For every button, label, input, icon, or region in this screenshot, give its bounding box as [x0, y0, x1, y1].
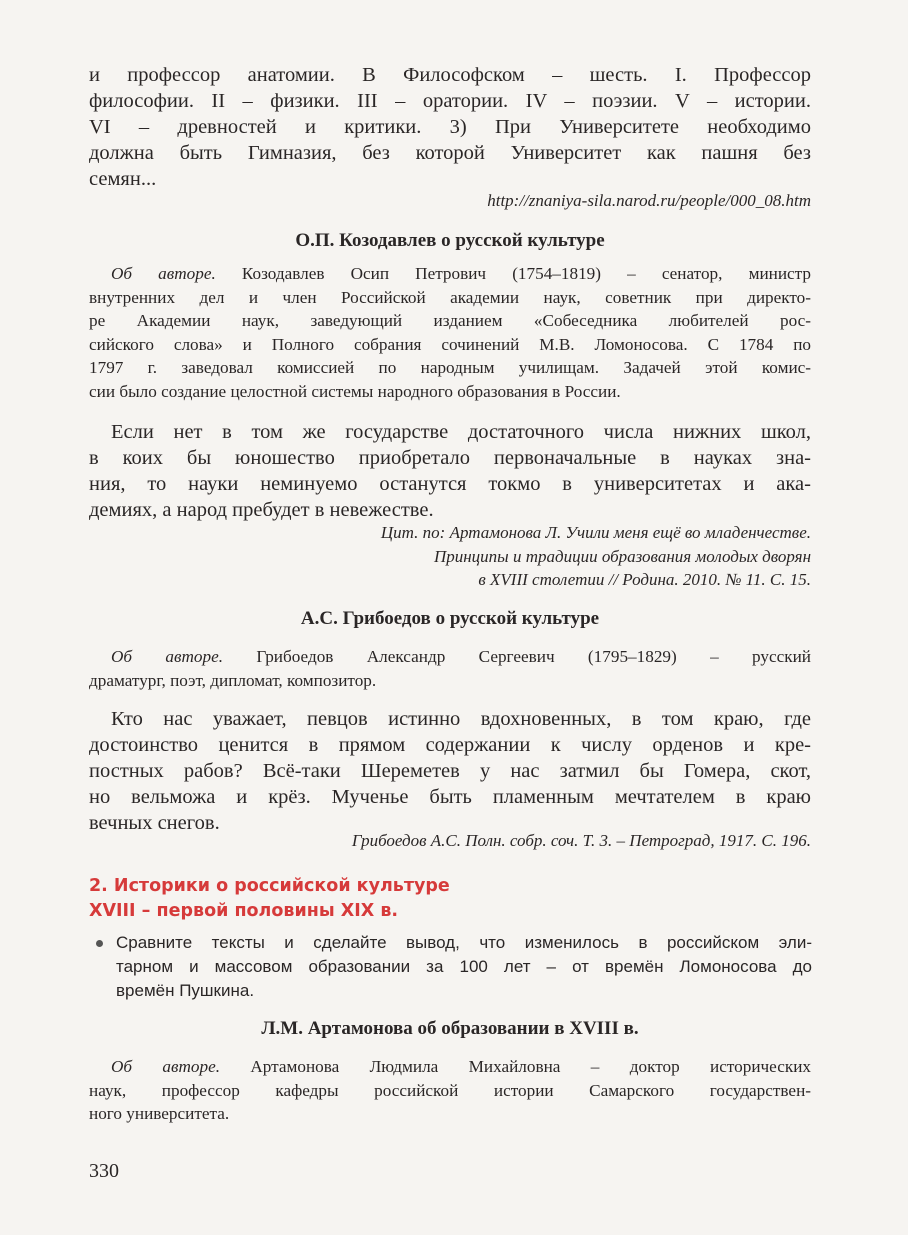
about-lead: Об авторе.	[111, 647, 223, 666]
text-line: Цит. по: Артамонова Л. Учили меня ещё во младенчестве.	[380, 523, 811, 542]
section-heading-red	[89, 874, 450, 924]
about-author	[89, 1055, 811, 1126]
about-author	[89, 262, 811, 403]
text-line: сии было создание целостной системы народного образования в России.	[89, 381, 621, 401]
page-number: 330	[89, 1160, 119, 1182]
text-line: Принципы и традиции образования молодых дворян	[433, 546, 811, 566]
bullet-icon	[96, 940, 103, 947]
intro-paragraph	[89, 62, 811, 192]
text-line: философии. II – физики. III – оратории. IV – поэзии. V – истории.	[89, 90, 811, 112]
heading-line: XVIII – первой половины XIX в.	[89, 901, 399, 921]
citation	[89, 521, 811, 592]
about-lead: Об авторе.	[111, 1057, 220, 1076]
intro-source	[89, 189, 811, 213]
section-title: Л.М. Артамонова об образовании в XVIII в.	[261, 1018, 639, 1039]
text-line: ре Академии наук, заведующий изданием «Собеседника любителей рос-	[89, 311, 811, 330]
text-line: Грибоедов А.С. Полн. собр. соч. Т. 3. – Петроград, 1917. С. 196.	[351, 831, 811, 850]
text-line: Козодавлев Осип Петрович (1754–1819) – сенатор, министр	[215, 264, 811, 283]
section-title: А.С. Грибоедов о русской культуре	[300, 608, 600, 629]
text-line: демиях, а народ пребудет в невежестве.	[89, 499, 434, 521]
text-line: вечных снегов.	[89, 812, 220, 834]
text-line: Артамонова Людмила Михайловна – доктор исторических	[220, 1057, 811, 1076]
text-line: Сравните тексты и сделайте вывод, что изменилось в российском эли-	[116, 933, 812, 952]
about-lead: Об авторе.	[111, 264, 216, 283]
section-title: О.П. Козодавлев о русской культуре	[295, 230, 605, 251]
text-line: постных рабов? Всё-таки Шереметев у нас затмил бы Гомера, скот,	[89, 760, 811, 782]
text-line: должна быть Гимназия, без которой Университет как пашня без	[89, 142, 811, 164]
citation	[89, 829, 811, 853]
text-line: внутренних дел и член Российской академии наук, советник при директо-	[89, 287, 811, 307]
text-line: тарном и массовом образовании за 100 лет – от времён Ломоносова до	[116, 957, 812, 976]
text-line: Если нет в том же государстве достаточного числа нижних школ,	[111, 421, 811, 443]
text-line: ного университета.	[89, 1104, 230, 1123]
text-line: ния, то науки неминуемо останутся токмо в университетах и ака-	[89, 473, 811, 495]
text-line: в XVIII столетии // Родина. 2010. № 11. С. 15.	[478, 570, 811, 589]
text-line: но вельможа и крёз. Мученье быть пламенным мечтателем в краю	[89, 786, 811, 808]
text-line: драматург, поэт, дипломат, композитор.	[89, 670, 377, 690]
about-author	[89, 645, 811, 692]
text-line: наук, профессор кафедры российской истории Самарского государствен-	[89, 1080, 811, 1100]
text-line: Грибоедов Александр Сергеевич (1795–1829) – русский	[223, 647, 811, 666]
text-line: и профессор анатомии. В Философском – шесть. I. Профессор	[89, 64, 811, 86]
text-line: семян...	[89, 168, 157, 190]
quote	[89, 706, 811, 836]
text-line: сийского слова» и Полного собрания сочинений М.В. Ломоносова. С 1784 по	[89, 334, 811, 354]
source-link: http://znaniya-sila.narod.ru/people/000_08.htm	[487, 191, 811, 210]
text-line: Кто нас уважает, певцов истинно вдохновенных, в том краю, где	[111, 708, 811, 730]
quote	[89, 419, 811, 523]
text-line: 1797 г. заведовал комиссией по народным училищам. Задачей этой комис-	[89, 358, 811, 377]
task-bullet	[116, 931, 812, 1003]
heading-line: 2. Историки о российской культуре	[89, 876, 450, 896]
text-line: VI – древностей и критики. 3) При Университете необходимо	[89, 116, 811, 138]
text-line: достоинство ценится в прямом содержании к числу орденов и кре-	[89, 734, 811, 756]
text-line: в коих бы юношество приобретало первоначальные в науках зна-	[89, 447, 811, 469]
text-line: времён Пушкина.	[116, 981, 255, 1000]
